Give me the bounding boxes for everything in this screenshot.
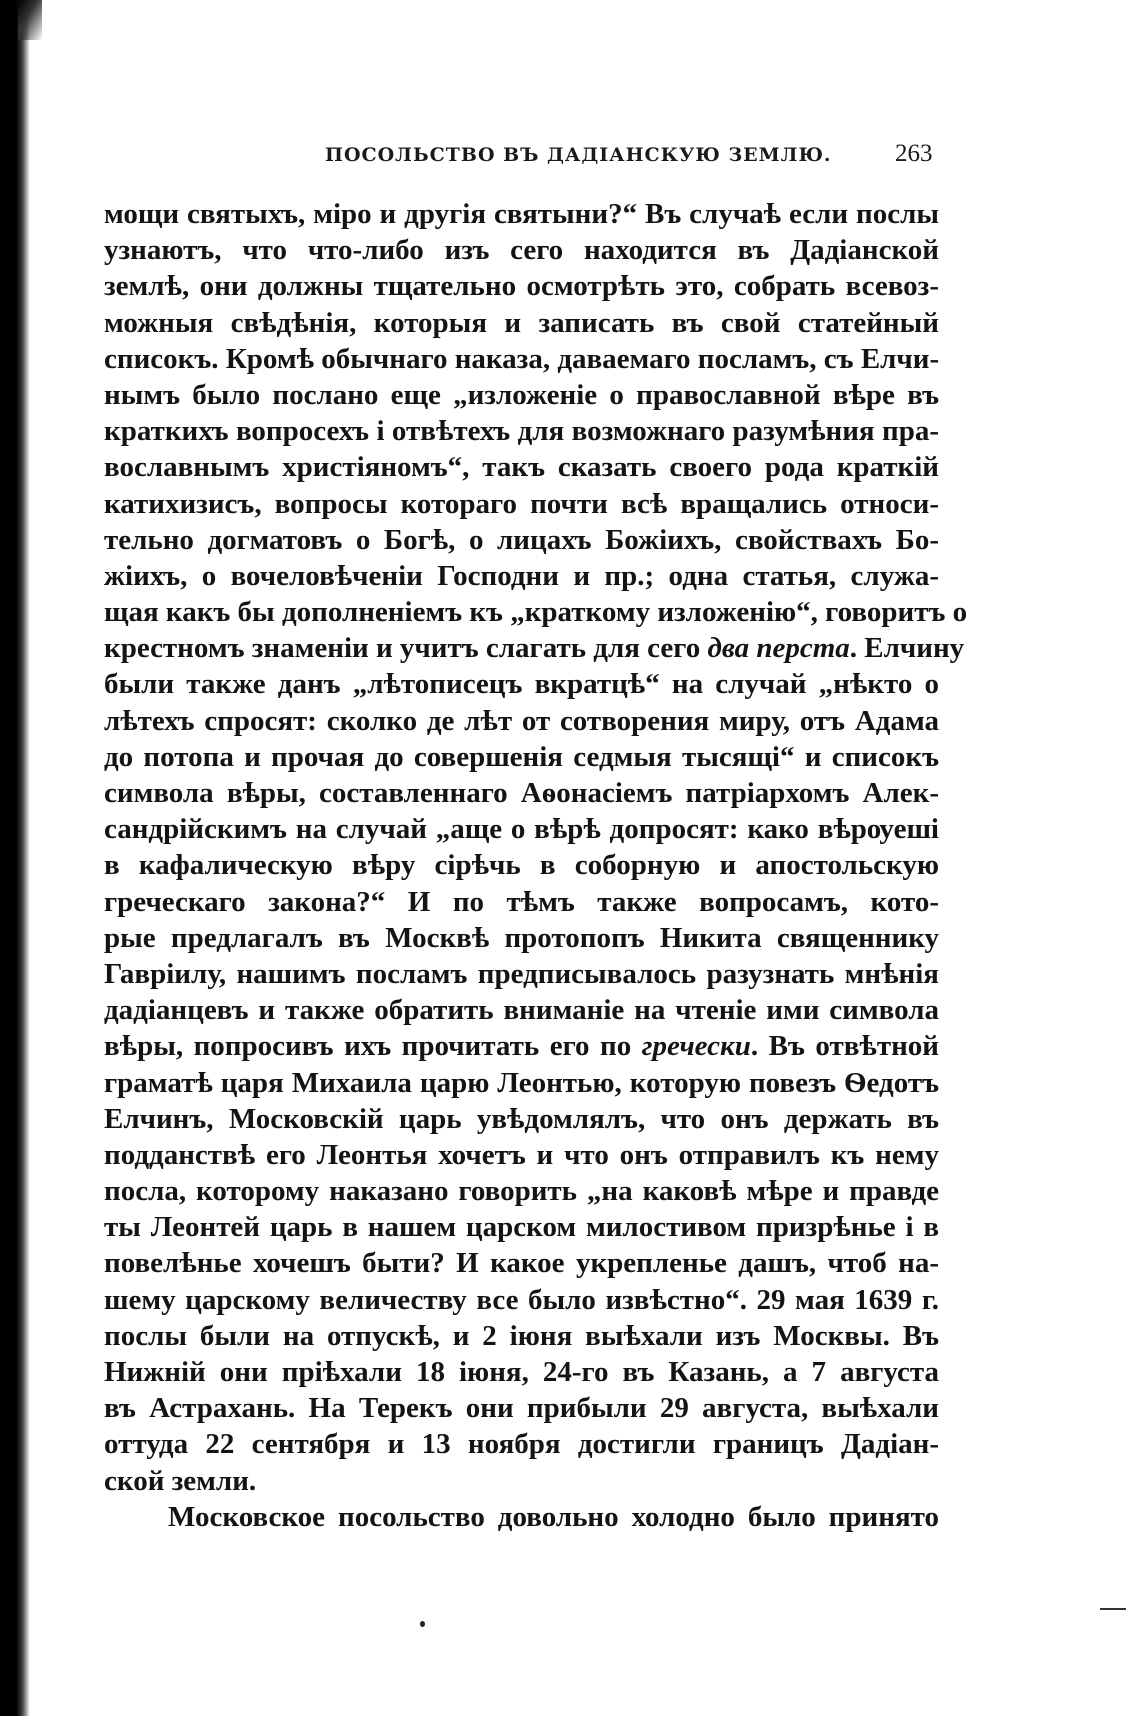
text-line: узнаютъ, что что-либо изъ сего находится въ Дадіанской: [104, 234, 939, 267]
text-line: граматѣ царя Михаила царю Леонтью, которую повезъ Ѳедотъ: [104, 1066, 939, 1099]
binding-shadow-corner: [18, 0, 42, 40]
text-line: тельно догматовъ о Богѣ, о лицахъ Божіихъ, свойствахъ Бо-: [104, 523, 939, 556]
text-line: Гавріилу, нашимъ посламъ предписывалось разузнать мнѣнія: [104, 957, 939, 990]
text-line: списокъ. Кромѣ обычнаго наказа, даваемаго посламъ, съ Елчи-: [104, 342, 940, 375]
text-line: Московское посольство довольно холодно было принято: [168, 1500, 939, 1533]
text-line: посла, которому наказано говорить „на каковѣ мѣре и правде: [104, 1175, 939, 1208]
text-line: сандрійскимъ на случай „аще о вѣрѣ допросят: како вѣрѹеші: [104, 813, 939, 846]
text-segment: крестномъ знаменіи и учитъ слагать для сего: [104, 632, 701, 665]
text-line: можныя свѣдѣнія, которыя и записать въ свой статейный: [104, 306, 939, 339]
text-line: въ Астрахань. На Терекъ они прибыли 29 августа, выѣхали: [104, 1392, 939, 1425]
text-line: повелѣнье хочешъ быти? И какое укрепленье дашъ, чтоб на-: [104, 1247, 939, 1280]
text-line: катихизисъ, вопросы котораго почти всѣ вращались относи-: [104, 487, 939, 520]
text-line: дадіанцевъ и также обратить вниманіе на чтеніе ими символа: [104, 994, 939, 1027]
text-line: послы были на отпускѣ, и 2 іюня выѣхали изъ Москвы. Въ: [104, 1319, 939, 1352]
text-line: [104, 630, 965, 666]
running-head: ПОСОЛЬСТВО ВЪ ДАДІАНСКУЮ ЗЕМЛЮ.: [325, 144, 832, 166]
body-text: [104, 196, 968, 1535]
text-line: Нижній они пріѣхали 18 іюня, 24-го въ Казань, а 7 августа: [104, 1356, 939, 1388]
text-line: рые предлагалъ въ Москвѣ протопопъ Никита священнику: [104, 921, 939, 954]
text-segment: . Елчину: [849, 632, 965, 665]
text-line: жіихъ, о вочеловѣченіи Господни и пр.; одна статья, служа-: [104, 559, 939, 592]
text-line: землѣ, они должны тщательно осмотрѣть это, собрать всевоз-: [104, 270, 939, 303]
text-line: оттуда 22 сентября и 13 ноября достигли границъ Дадіан-: [104, 1428, 939, 1461]
binding-shadow: [0, 0, 30, 1716]
italic-phrase: два перста: [707, 632, 850, 665]
text-line: Елчинъ, Московскій царь увѣдомлялъ, что онъ держать въ: [104, 1102, 939, 1135]
text-line: греческаго закона?“ И по тѣмъ также вопросамъ, кото-: [104, 885, 939, 918]
text-line: щая какъ бы дополненіемъ къ „краткому изложенію“, говоритъ о: [104, 596, 968, 629]
text-line: мощи святыхъ, міро и другія святыни?“ Въ случаѣ если послы: [104, 198, 939, 230]
text-line: лѣтехъ спросят: сколко де лѣт от сотворения миру, отъ Адама: [104, 704, 939, 737]
text-segment: . Въ отвѣтной: [750, 1030, 939, 1063]
scan-mark: [1100, 1608, 1126, 1610]
scan-speck: [420, 1621, 425, 1627]
text-line: вославнымъ христіяномъ“, такъ сказать своего рода краткій: [104, 451, 939, 484]
text-line: [104, 1028, 939, 1064]
text-line: были также данъ „лѣтописецъ вкратцѣ“ на случай „нѣкто о: [104, 668, 939, 701]
text-line: краткихъ вопросехъ і отвѣтехъ для возможнаго разумѣния пра-: [104, 415, 939, 448]
text-line: ской земли.: [104, 1464, 257, 1497]
text-segment: вѣры, попросивъ ихъ прочитать его по: [104, 1030, 632, 1063]
text-line: подданствѣ его Леонтья хочетъ и что онъ отправилъ къ нему: [104, 1138, 939, 1171]
text-line: в кафалическую вѣру сірѣчь в соборную и апостольскую: [104, 849, 939, 882]
text-line: символа вѣры, составленнаго Аѳонасіемъ патріархомъ Алек-: [104, 777, 939, 809]
text-line: нымъ было послано еще „изложеніе о православной вѣре въ: [104, 378, 939, 411]
text-line: ты Леонтей царь в нашем царском милостивом призрѣнье і в: [104, 1211, 939, 1244]
page-number: 263: [895, 140, 933, 167]
text-line: шему царскому величеству все было извѣстно“. 29 мая 1639 г.: [104, 1283, 939, 1316]
italic-phrase: гречески: [641, 1030, 751, 1063]
text-line: до потопа и прочая до совершенія седмыя тысящі“ и списокъ: [104, 740, 939, 773]
